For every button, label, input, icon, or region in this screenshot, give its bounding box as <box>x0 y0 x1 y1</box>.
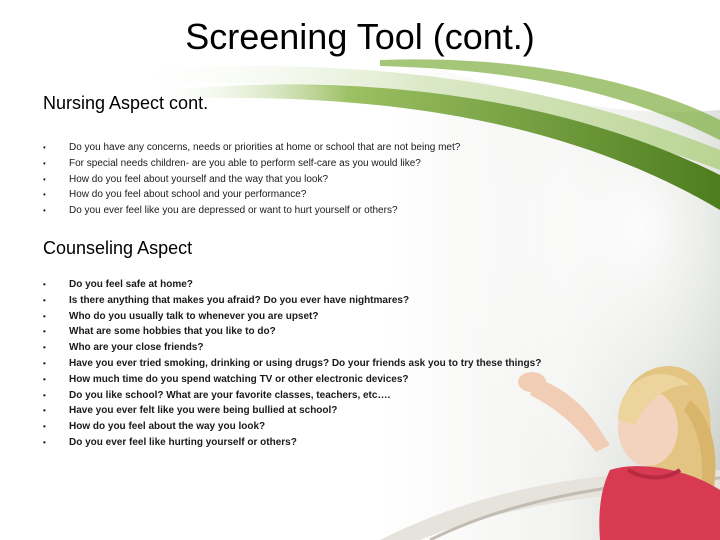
list-item-text: How do you feel about school and your performance? <box>69 189 307 201</box>
bullet-icon: • <box>43 374 46 384</box>
nursing-heading: Nursing Aspect cont. <box>43 93 209 113</box>
list-item <box>43 356 683 372</box>
list-item <box>43 140 683 156</box>
bullet-icon: • <box>43 143 46 152</box>
list-item <box>43 388 683 404</box>
list-item-text: Do you have any concerns, needs or priorities at home or school that are not being met? <box>69 142 461 153</box>
list-item <box>43 340 683 356</box>
list-item-text: Do you like school? What are your favorite classes, teachers, etc…. <box>69 389 391 401</box>
list-item <box>43 156 683 172</box>
list-item <box>43 172 683 188</box>
bullet-icon: • <box>43 174 46 184</box>
list-item <box>43 187 683 203</box>
list-item <box>43 435 683 451</box>
bullet-icon: • <box>43 327 46 337</box>
bullet-icon: • <box>43 358 46 368</box>
bullet-icon: • <box>43 343 46 353</box>
list-item <box>43 324 683 340</box>
list-item-text: How do you feel about yourself and the way that you look? <box>69 173 329 185</box>
bullet-icon: • <box>43 422 46 432</box>
list-item <box>43 203 683 219</box>
list-item <box>43 277 683 293</box>
slide-title: Screening Tool (cont.) <box>185 16 535 57</box>
list-item-text: Have you ever felt like you were being bullied at school? <box>69 405 338 417</box>
counseling-list <box>43 277 683 451</box>
bullet-icon: • <box>43 311 46 321</box>
list-item-text: Do you ever feel like hurting yourself or others? <box>69 436 297 448</box>
bullet-icon: • <box>43 206 46 216</box>
list-item <box>43 419 683 435</box>
bullet-icon: • <box>43 295 46 305</box>
bullet-icon: • <box>43 406 46 416</box>
list-item-text: Do you ever feel like you are depressed or want to hurt yourself or others? <box>69 205 398 217</box>
list-item-text: Have you ever tried smoking, drinking or using drugs? Do your friends ask you to try these things? <box>69 357 542 369</box>
nursing-list <box>43 140 683 219</box>
list-item <box>43 372 683 388</box>
list-item <box>43 309 683 325</box>
list-item-text: For special needs children- are you able to perform self-care as you would like? <box>69 157 421 169</box>
bullet-icon: • <box>43 190 46 200</box>
bullet-icon: • <box>43 390 46 400</box>
list-item <box>43 403 683 419</box>
list-item-text: Who are your close friends? <box>69 342 204 354</box>
list-item-text: Is there anything that makes you afraid? Do you ever have nightmares? <box>69 294 410 306</box>
list-item-text: How much time do you spend watching TV or other electronic devices? <box>69 373 409 385</box>
list-item-text: Who do you usually talk to whenever you are upset? <box>69 310 319 322</box>
list-item-text: How do you feel about the way you look? <box>69 421 266 433</box>
bullet-icon: • <box>43 158 46 168</box>
list-item <box>43 293 683 309</box>
list-item-text: What are some hobbies that you like to do? <box>69 326 276 338</box>
list-item-text: Do you feel safe at home? <box>69 279 193 290</box>
bullet-icon: • <box>43 437 46 447</box>
bullet-icon: • <box>43 280 46 289</box>
counseling-heading: Counseling Aspect <box>43 238 193 258</box>
